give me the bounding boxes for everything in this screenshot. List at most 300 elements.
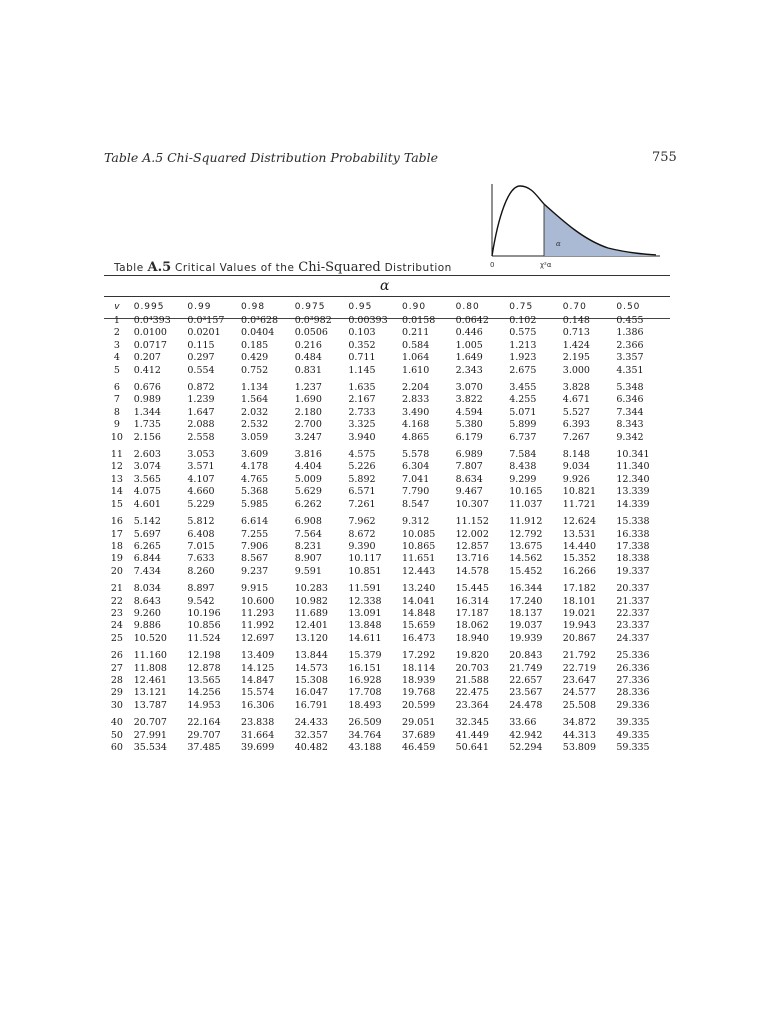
value-cell: 27.991 [133, 729, 167, 741]
value-cell: 2.675 [509, 364, 537, 376]
value-cell: 6.304 [402, 461, 430, 473]
value-cell: 23.567 [509, 687, 543, 699]
table-row [104, 596, 670, 608]
value-cell: 26.509 [348, 717, 382, 729]
value-cell: 8.260 [187, 565, 215, 577]
value-cell: 0.103 [348, 327, 376, 339]
value-cell: 2.366 [616, 339, 644, 351]
column-header: 0.80 [455, 302, 480, 312]
column-header: 0.95 [348, 302, 373, 312]
value-cell: 25.508 [562, 699, 597, 711]
caption-rule [104, 275, 670, 276]
value-cell: 6.179 [455, 431, 483, 443]
value-cell: 8.567 [241, 553, 269, 565]
value-cell: 3.455 [509, 382, 537, 394]
value-cell: 17.292 [402, 650, 436, 662]
value-cell: 16.791 [294, 699, 328, 711]
value-cell: 12.624 [562, 516, 597, 528]
value-cell: 1.237 [294, 382, 322, 394]
table-row [104, 633, 670, 645]
value-cell: 52.294 [509, 742, 543, 753]
value-cell: 8.231 [294, 540, 322, 552]
value-cell: 6.265 [133, 540, 161, 552]
value-cell: 29.051 [402, 717, 436, 729]
value-cell: 1.239 [187, 394, 215, 406]
value-cell: 2.700 [294, 419, 322, 431]
column-header: 0.75 [509, 302, 534, 312]
table-row [104, 407, 670, 419]
value-cell: 20.337 [616, 583, 650, 595]
value-cell: 21.588 [455, 674, 489, 686]
value-cell: 0.207 [133, 352, 161, 364]
value-cell: 4.575 [348, 449, 376, 461]
value-cell: 0.554 [187, 364, 215, 376]
value-cell: 0.584 [402, 339, 430, 351]
value-cell: 11.992 [241, 620, 275, 632]
value-cell: 7.015 [187, 540, 215, 552]
df-cell: 6 [113, 382, 120, 394]
curve-critical-label: χ²α [540, 261, 552, 269]
value-cell: 13.409 [241, 650, 275, 662]
caption-prefix: Table [114, 262, 144, 274]
value-cell: 0.0³157 [187, 315, 225, 326]
df-cell: 15 [110, 498, 123, 510]
value-cell: 18.114 [402, 662, 436, 674]
value-cell: 4.075 [133, 486, 161, 498]
value-cell: 14.847 [241, 674, 275, 686]
value-cell: 0.102 [509, 315, 537, 326]
value-cell: 23.647 [562, 674, 597, 686]
value-cell: 16.266 [562, 565, 597, 577]
chi-squared-table [104, 299, 670, 754]
value-cell: 1.424 [562, 339, 590, 351]
value-cell: 19.768 [402, 687, 436, 699]
value-cell: 7.434 [133, 565, 161, 577]
value-cell: 20.599 [402, 699, 436, 711]
value-cell: 15.379 [348, 650, 382, 662]
df-cell: 22 [110, 595, 123, 607]
value-cell: 12.443 [402, 565, 436, 577]
value-cell: 5.899 [509, 419, 537, 431]
value-cell: 9.915 [241, 583, 269, 595]
value-cell: 46.459 [402, 742, 436, 753]
value-cell: 11.591 [348, 583, 382, 595]
value-cell: 19.037 [509, 620, 543, 632]
table-row [104, 529, 670, 541]
value-cell: 11.037 [509, 498, 543, 510]
value-cell: 31.664 [241, 729, 275, 741]
value-cell: 12.857 [455, 540, 489, 552]
value-cell: 22.164 [187, 717, 221, 729]
value-cell: 2.343 [455, 364, 483, 376]
value-cell: 7.041 [402, 473, 430, 485]
value-cell: 3.822 [455, 394, 483, 406]
value-cell: 3.940 [348, 431, 376, 443]
value-cell: 3.490 [402, 406, 430, 418]
value-cell: 3.000 [562, 364, 590, 376]
table-row [104, 499, 670, 511]
value-cell: 2.532 [241, 419, 269, 431]
value-cell: 0.429 [241, 352, 269, 364]
value-cell: 11.808 [133, 662, 167, 674]
value-cell: 49.335 [616, 729, 650, 741]
value-cell: 1.649 [455, 352, 483, 364]
value-cell: 11.152 [455, 516, 489, 528]
value-cell: 12.697 [241, 632, 275, 644]
value-cell: 0.711 [348, 352, 376, 364]
value-cell: 9.390 [348, 540, 376, 552]
value-cell: 5.812 [187, 516, 215, 528]
value-cell: 10.821 [562, 486, 597, 498]
table-row [104, 461, 670, 473]
value-cell: 26.336 [616, 662, 650, 674]
value-cell: 3.247 [294, 431, 322, 443]
value-cell: 3.357 [616, 352, 644, 364]
value-cell: 1.735 [133, 419, 161, 431]
caption-text-2: Chi-Squared [298, 260, 381, 275]
df-cell: 25 [110, 632, 123, 644]
value-cell: 8.634 [455, 473, 483, 485]
value-cell: 5.142 [133, 516, 161, 528]
value-cell: 39.335 [616, 717, 650, 729]
table-row [104, 432, 670, 444]
value-cell: 21.749 [509, 662, 543, 674]
value-cell: 6.908 [294, 516, 322, 528]
value-cell: 34.764 [348, 729, 382, 741]
column-header: 0.975 [294, 302, 326, 312]
df-cell: 13 [110, 473, 123, 485]
value-cell: 7.564 [294, 528, 322, 540]
value-cell: 6.614 [241, 516, 269, 528]
value-cell: 7.344 [616, 406, 644, 418]
value-cell: 10.851 [348, 565, 382, 577]
value-cell: 0.989 [133, 394, 161, 406]
value-cell: 59.335 [616, 742, 650, 753]
value-cell: 0.0404 [241, 327, 275, 339]
value-cell: 5.985 [241, 498, 269, 510]
value-cell: 10.085 [402, 528, 436, 540]
value-cell: 4.594 [455, 406, 483, 418]
df-cell: 30 [110, 699, 123, 711]
value-cell: 33.66 [509, 717, 537, 729]
table-row [104, 315, 670, 327]
value-cell: 0.575 [509, 327, 537, 339]
value-cell: 0.211 [402, 327, 430, 339]
value-cell: 8.897 [187, 583, 215, 595]
value-cell: 3.059 [241, 431, 269, 443]
value-cell: 2.156 [133, 431, 161, 443]
value-cell: 10.982 [294, 595, 328, 607]
value-cell: 2.088 [187, 419, 215, 431]
table-row [104, 340, 670, 352]
df-cell: 5 [113, 364, 120, 376]
value-cell: 9.542 [187, 595, 215, 607]
value-cell: 13.240 [402, 583, 436, 595]
df-cell: 18 [110, 540, 123, 552]
df-cell: 10 [110, 431, 123, 443]
value-cell: 11.160 [133, 650, 167, 662]
value-cell: 13.121 [133, 687, 167, 699]
value-cell: 0.0506 [294, 327, 328, 339]
table-row [104, 541, 670, 553]
value-cell: 11.340 [616, 461, 650, 473]
df-cell: 29 [110, 687, 123, 699]
value-cell: 4.178 [241, 461, 269, 473]
column-header: 0.90 [402, 302, 427, 312]
value-cell: 44.313 [562, 729, 597, 741]
value-cell: 15.338 [616, 516, 650, 528]
value-cell: 13.120 [294, 632, 328, 644]
value-cell: 21.792 [562, 650, 597, 662]
value-cell: 8.672 [348, 528, 376, 540]
value-cell: 9.034 [562, 461, 590, 473]
column-header: 0.70 [562, 302, 587, 312]
table-row [104, 578, 670, 595]
value-cell: 9.926 [562, 473, 590, 485]
value-cell: 29.336 [616, 699, 650, 711]
value-cell: 14.953 [187, 699, 221, 711]
running-head: Table A.5 Chi-Squared Distribution Probability Table [104, 150, 439, 165]
value-cell: 14.440 [562, 540, 597, 552]
value-cell: 1.386 [616, 327, 644, 339]
value-cell: 20.703 [455, 662, 489, 674]
table-row [104, 730, 670, 742]
page-number: 755 [652, 150, 677, 165]
value-cell: 53.809 [562, 742, 597, 753]
df-cell: 40 [110, 717, 123, 729]
value-cell: 14.041 [402, 595, 436, 607]
value-cell: 18.137 [509, 607, 543, 619]
value-cell: 18.940 [455, 632, 489, 644]
value-cell: 11.651 [402, 553, 436, 565]
value-cell: 18.493 [348, 699, 382, 711]
value-cell: 4.255 [509, 394, 537, 406]
value-cell: 28.336 [616, 687, 650, 699]
value-cell: 0.0³628 [241, 315, 279, 326]
df-cell: 9 [113, 419, 120, 431]
value-cell: 3.325 [348, 419, 376, 431]
value-cell: 20.867 [562, 632, 597, 644]
value-cell: 15.445 [455, 583, 489, 595]
value-cell: 0.713 [562, 327, 590, 339]
df-cell: 8 [113, 406, 120, 418]
value-cell: 8.907 [294, 553, 322, 565]
value-cell: 10.283 [294, 583, 328, 595]
value-cell: 20.843 [509, 650, 543, 662]
header-rule [104, 296, 670, 297]
value-cell: 3.053 [187, 449, 215, 461]
value-cell: 2.833 [402, 394, 430, 406]
value-cell: 15.352 [562, 553, 597, 565]
value-cell: 27.336 [616, 674, 650, 686]
value-cell: 19.820 [455, 650, 489, 662]
value-cell: 13.531 [562, 528, 597, 540]
value-cell: 9.299 [509, 473, 537, 485]
value-cell: 3.609 [241, 449, 269, 461]
value-cell: 24.337 [616, 632, 650, 644]
value-cell: 1.064 [402, 352, 430, 364]
value-cell: 9.591 [294, 565, 322, 577]
table-row [104, 566, 670, 578]
caption-number: A.5 [147, 260, 172, 275]
value-cell: 3.571 [187, 461, 215, 473]
value-cell: 23.337 [616, 620, 650, 632]
value-cell: 0.0201 [187, 327, 221, 339]
value-cell: 5.629 [294, 486, 322, 498]
value-cell: 9.260 [133, 607, 161, 619]
table-row [104, 663, 670, 675]
value-cell: 7.962 [348, 516, 376, 528]
value-cell: 5.348 [616, 382, 644, 394]
value-cell: 10.307 [455, 498, 489, 510]
value-cell: 0.352 [348, 339, 376, 351]
table-row [104, 394, 670, 406]
value-cell: 0.0158 [402, 315, 436, 326]
value-cell: 16.473 [402, 632, 436, 644]
value-cell: 10.196 [187, 607, 221, 619]
value-cell: 12.340 [616, 473, 650, 485]
df-cell: 26 [110, 650, 123, 662]
value-cell: 1.647 [187, 406, 215, 418]
value-cell: 1.005 [455, 339, 483, 351]
value-cell: 11.689 [294, 607, 328, 619]
value-cell: 5.226 [348, 461, 376, 473]
value-cell: 1.145 [348, 364, 376, 376]
value-cell: 13.339 [616, 486, 650, 498]
value-cell: 3.828 [562, 382, 590, 394]
table-row [104, 352, 670, 364]
column-header: 0.98 [241, 302, 266, 312]
value-cell: 5.229 [187, 498, 215, 510]
table-row [104, 327, 670, 339]
table-row [104, 620, 670, 632]
value-cell: 19.943 [562, 620, 597, 632]
column-header: 0.995 [133, 302, 165, 312]
df-cell: 12 [110, 461, 123, 473]
table-row [104, 377, 670, 394]
curve-area-label: α [556, 240, 561, 248]
table-row [104, 675, 670, 687]
value-cell: 20.707 [133, 717, 167, 729]
value-cell: 13.091 [348, 607, 382, 619]
chi-squared-curve-figure [484, 178, 664, 270]
table-row [104, 742, 670, 754]
value-cell: 2.733 [348, 406, 376, 418]
value-cell: 7.906 [241, 540, 269, 552]
value-cell: 37.485 [187, 742, 221, 753]
value-cell: 1.344 [133, 406, 161, 418]
column-header: 0.99 [187, 302, 212, 312]
value-cell: 0.412 [133, 364, 161, 376]
value-cell: 50.641 [455, 742, 489, 753]
value-cell: 7.255 [241, 528, 269, 540]
table-header-row [104, 299, 670, 315]
value-cell: 0.0100 [133, 327, 167, 339]
value-cell: 2.603 [133, 449, 161, 461]
value-cell: 6.346 [616, 394, 644, 406]
value-cell: 10.117 [348, 553, 382, 565]
df-cell: 14 [110, 486, 123, 498]
df-cell: 28 [110, 674, 123, 686]
value-cell: 0.446 [455, 327, 483, 339]
value-cell: 17.187 [455, 607, 489, 619]
value-cell: 7.267 [562, 431, 590, 443]
value-cell: 16.314 [455, 595, 489, 607]
value-cell: 0.115 [187, 339, 215, 351]
value-cell: 7.633 [187, 553, 215, 565]
df-cell: 23 [110, 607, 123, 619]
value-cell: 10.865 [402, 540, 436, 552]
value-cell: 32.345 [455, 717, 489, 729]
table-row [104, 608, 670, 620]
df-cell: 20 [110, 565, 123, 577]
value-cell: 3.565 [133, 473, 161, 485]
value-cell: 0.0717 [133, 339, 167, 351]
value-cell: 3.816 [294, 449, 322, 461]
value-cell: 37.689 [402, 729, 436, 741]
alpha-label: α [380, 278, 390, 294]
value-cell: 13.565 [187, 674, 221, 686]
value-cell: 43.188 [348, 742, 382, 753]
value-cell: 19.021 [562, 607, 597, 619]
value-cell: 1.635 [348, 382, 376, 394]
value-cell: 2.558 [187, 431, 215, 443]
value-cell: 25.336 [616, 650, 650, 662]
table-row [104, 700, 670, 712]
value-cell: 9.342 [616, 431, 644, 443]
table-caption [114, 260, 452, 275]
value-cell: 6.571 [348, 486, 376, 498]
value-cell: 3.070 [455, 382, 483, 394]
value-cell: 13.716 [455, 553, 489, 565]
value-cell: 11.912 [509, 516, 543, 528]
value-cell: 15.574 [241, 687, 275, 699]
value-cell: 32.357 [294, 729, 328, 741]
value-cell: 19.337 [616, 565, 650, 577]
df-cell: 17 [110, 528, 123, 540]
value-cell: 1.923 [509, 352, 537, 364]
value-cell: 5.009 [294, 473, 322, 485]
value-cell: 18.062 [455, 620, 489, 632]
value-cell: 9.312 [402, 516, 430, 528]
value-cell: 6.844 [133, 553, 161, 565]
value-cell: 10.600 [241, 595, 275, 607]
value-cell: 2.167 [348, 394, 376, 406]
value-cell: 16.151 [348, 662, 382, 674]
value-cell: 12.461 [133, 674, 167, 686]
value-cell: 14.578 [455, 565, 489, 577]
table-row [104, 486, 670, 498]
df-cell: 60 [110, 742, 123, 753]
value-cell: 0.484 [294, 352, 322, 364]
value-cell: 9.237 [241, 565, 269, 577]
df-cell: 50 [110, 729, 123, 741]
value-cell: 0.676 [133, 382, 161, 394]
value-cell: 29.707 [187, 729, 221, 741]
value-cell: 14.611 [348, 632, 382, 644]
value-cell: 21.337 [616, 595, 650, 607]
value-cell: 4.351 [616, 364, 644, 376]
value-cell: 14.256 [187, 687, 221, 699]
value-cell: 1.690 [294, 394, 322, 406]
value-cell: 2.032 [241, 406, 269, 418]
value-cell: 6.262 [294, 498, 322, 510]
curve-origin-label: 0 [490, 261, 495, 269]
value-cell: 16.928 [348, 674, 382, 686]
value-cell: 4.765 [241, 473, 269, 485]
value-cell: 4.865 [402, 431, 430, 443]
value-cell: 4.168 [402, 419, 430, 431]
